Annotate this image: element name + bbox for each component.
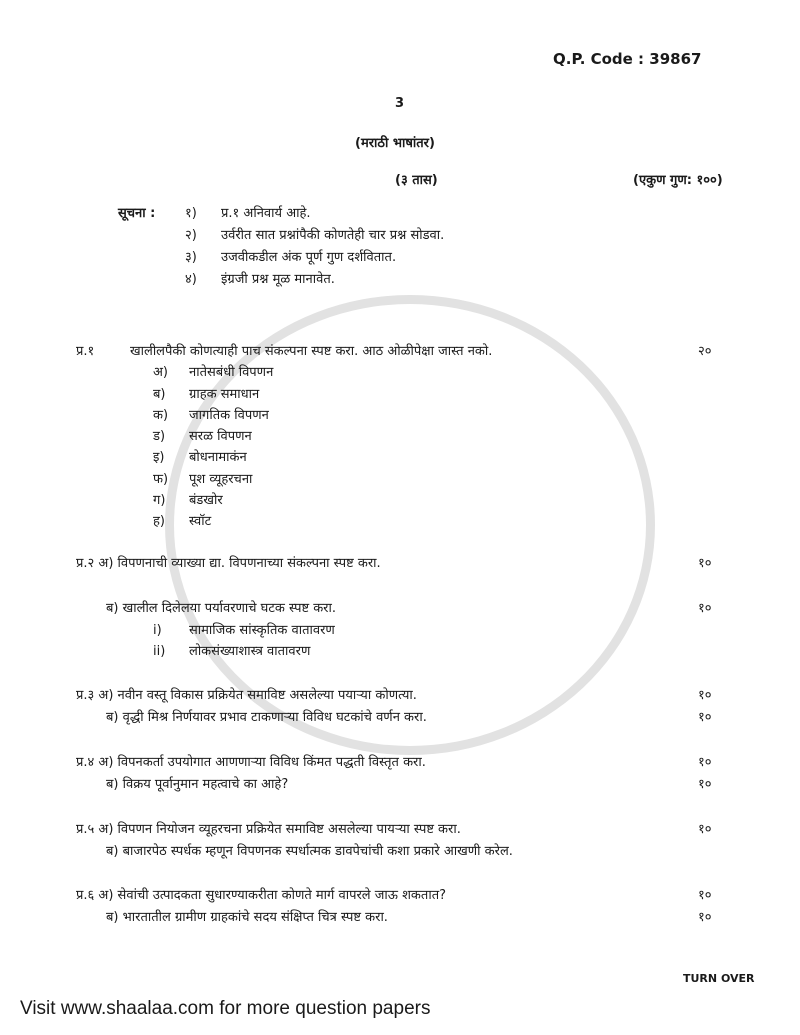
instruction-item: १) प्र.१ अनिवार्य आहे. <box>185 206 311 221</box>
q3b-marks: १० <box>698 710 712 725</box>
q1-number: प्र.१ <box>76 344 95 359</box>
q6b-marks: १० <box>698 910 712 925</box>
q2b-marks: १० <box>698 601 712 616</box>
instruction-item: २) उर्वरीत सात प्रश्नांपैकी कोणतेही चार प्रश्न सोडवा. <box>185 228 445 243</box>
q1-option: फ) पूश व्यूहरचना <box>153 472 253 487</box>
q4b-text: ब) विक्रय पूर्वानुमान महत्वाचे का आहे? <box>106 777 289 792</box>
q5a-marks: १० <box>698 822 712 837</box>
q3b-text: ब) वृद्धी मिश्र निर्णयावर प्रभाव टाकणाऱ्या विविध घटकांचे वर्णन करा. <box>106 710 427 725</box>
q6a-text: प्र.६ अ) सेवांची उत्पादकता सुधारण्याकरीता कोणते मार्ग वापरले जाऊ शकतात? <box>76 888 447 903</box>
q6a-marks: १० <box>698 888 712 903</box>
q2a-text: प्र.२ अ) विपणनाची व्याख्या द्या. विपणनाच्या संकल्पना स्पष्ट करा. <box>76 556 381 571</box>
qp-code: Q.P. Code : 39867 <box>553 50 702 68</box>
total-marks: (एकुण गुण: १००) <box>633 173 723 188</box>
q2b-sub-item: i) सामाजिक सांस्कृतिक वातावरण <box>153 623 335 638</box>
page-number: 3 <box>395 96 405 111</box>
q4b-marks: १० <box>698 777 712 792</box>
visit-link[interactable]: Visit www.shaalaa.com for more question papers <box>20 998 431 1019</box>
q4a-marks: १० <box>698 755 712 770</box>
q1-option: इ) बोधनामाकंन <box>153 450 247 465</box>
q1-option: ह) स्वॉट <box>153 514 212 529</box>
instruction-item: ३) उजवीकडील अंक पूर्ण गुण दर्शवितात. <box>185 250 397 265</box>
q5a-text: प्र.५ अ) विपणन नियोजन व्यूहरचना प्रक्रियेत समाविष्ट असलेल्या पायऱ्या स्पष्ट करा. <box>76 822 461 837</box>
q1-option: ग) बंडखोर <box>153 493 223 508</box>
instructions-label: सूचना : <box>118 206 156 221</box>
duration: (३ तास) <box>395 173 438 188</box>
q2b-text: ब) खालील दिलेलया पर्यावरणाचे घटक स्पष्ट करा. <box>106 601 336 616</box>
turn-over: TURN OVER <box>683 972 755 985</box>
q1-option: अ) नातेसबंधी विपणन <box>153 365 274 380</box>
q2a-marks: १० <box>698 556 712 571</box>
subtitle: (मराठी भाषांतर) <box>355 136 435 151</box>
q1-option: ड) सरळ विपणन <box>153 429 252 444</box>
instruction-item: ४) इंग्रजी प्रश्न मूळ मानावेत. <box>185 272 335 287</box>
q3a-text: प्र.३ अ) नवीन वस्तू विकास प्रक्रियेत समाविष्ट असलेल्या पयाऱ्या कोणत्या. <box>76 688 417 703</box>
q1-option: ब) ग्राहक समाधान <box>153 387 260 402</box>
q2b-sub-item: ii) लोकसंख्याशास्त्र वातावरण <box>153 644 311 659</box>
q4a-text: प्र.४ अ) विपनकर्ता उपयोगात आणणाऱ्या विविध किंमत पद्धती विस्तृत करा. <box>76 755 426 770</box>
q3a-marks: १० <box>698 688 712 703</box>
q1-option: क) जागतिक विपणन <box>153 408 269 423</box>
q1-text: खालीलपैकी कोणत्याही पाच संकल्पना स्पष्ट करा. आठ ओळीपेक्षा जास्त नको. <box>130 344 493 359</box>
q5b-text: ब) बाजारपेठ स्पर्धक म्हणून विपणनक स्पर्धात्मक डावपेचांची कशा प्रकारे आखणी करेल. <box>106 844 513 859</box>
q1-marks: २० <box>698 344 712 359</box>
q6b-text: ब) भारतातील ग्रामीण ग्राहकांचे सदय संक्षिप्त चित्र स्पष्ट करा. <box>106 910 388 925</box>
